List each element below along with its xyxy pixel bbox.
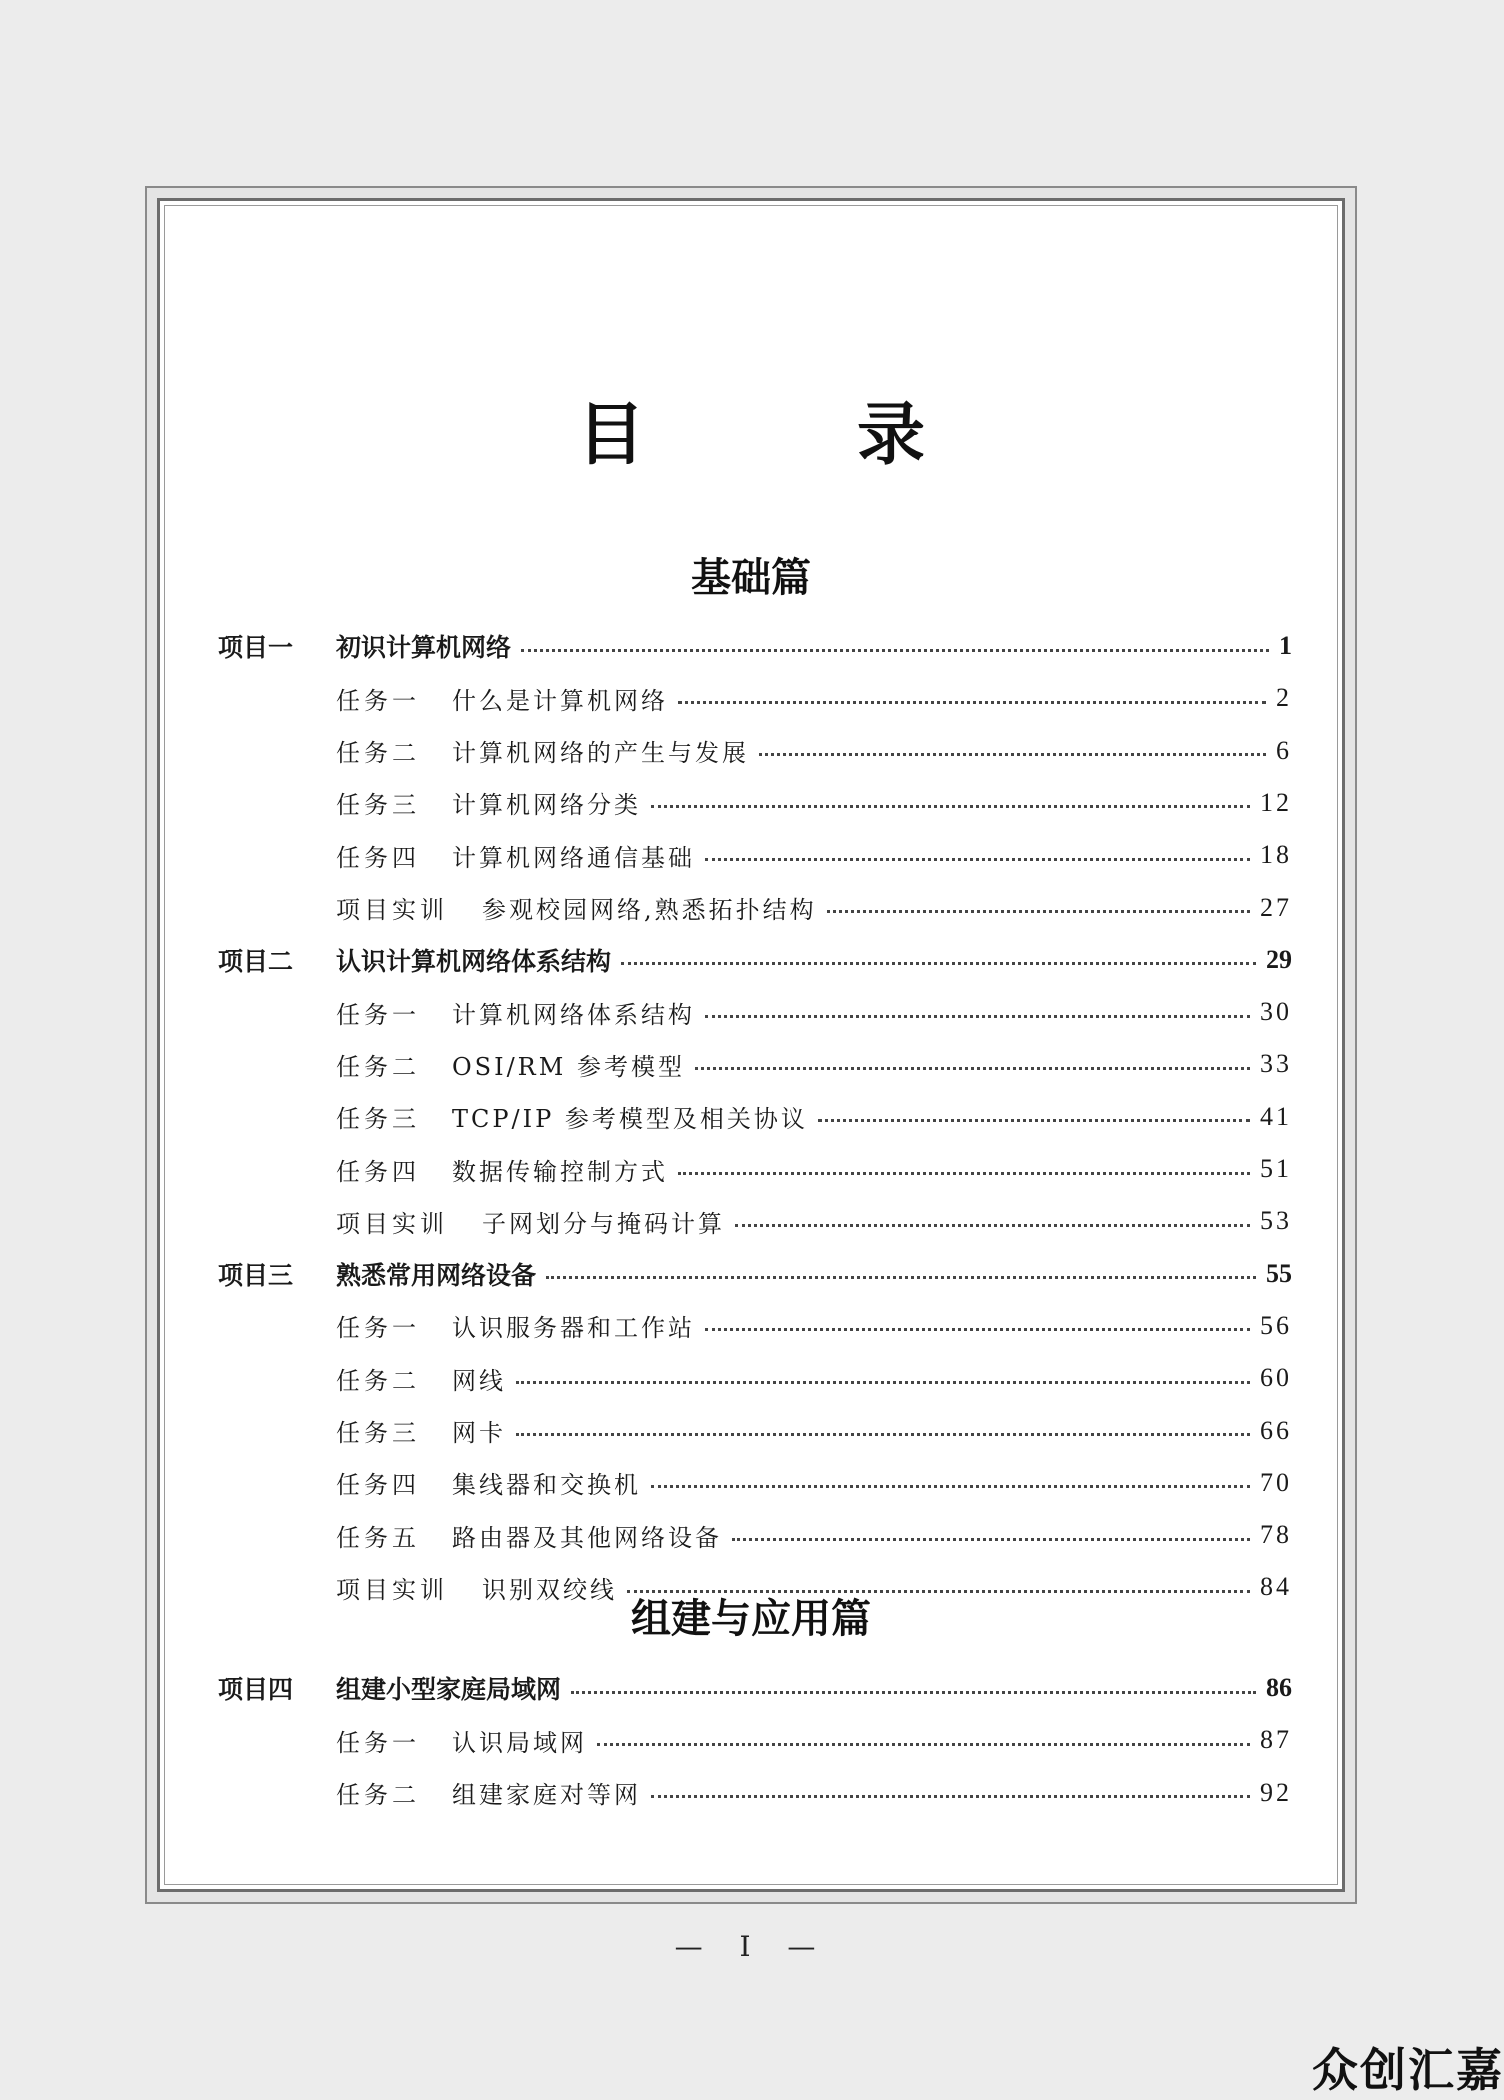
entry-title: 集线器和交换机 (452, 1471, 641, 1500)
entry-label: 项目三 (218, 1260, 294, 1290)
toc-task-entry[interactable] (336, 678, 1292, 718)
dot-leader (678, 1172, 1250, 1175)
toc-content (160, 201, 1342, 1889)
entry-title: 网线 (452, 1366, 506, 1395)
entry-page-number: 70 (1260, 1467, 1292, 1497)
entry-page-number: 30 (1260, 997, 1292, 1027)
dot-leader (818, 1119, 1250, 1122)
toc-practice-entry[interactable] (336, 888, 1292, 928)
entry-page-number: 53 (1260, 1206, 1292, 1236)
dot-leader (705, 858, 1250, 861)
dot-leader (735, 1224, 1250, 1227)
toc-task-entry[interactable] (336, 1463, 1292, 1503)
entry-label: 项目实训 (336, 1209, 448, 1238)
entry-label: 任务二 (336, 1366, 420, 1395)
dot-leader (705, 1328, 1250, 1331)
toc-task-entry[interactable] (336, 1411, 1292, 1451)
dot-leader (705, 1015, 1250, 1018)
entry-title: TCP/IP 参考模型及相关协议 (452, 1105, 808, 1134)
entry-title: 组建家庭对等网 (452, 1781, 641, 1810)
toc-task-entry[interactable] (336, 835, 1292, 875)
section-heading: 组建与应用篇 (631, 1595, 871, 1642)
toc-task-entry[interactable] (336, 992, 1292, 1032)
entry-title: 初识计算机网络 (336, 633, 512, 662)
entry-title: 路由器及其他网络设备 (452, 1523, 722, 1552)
entry-title: 数据传输控制方式 (452, 1157, 668, 1186)
dot-leader (651, 1485, 1250, 1488)
page-frame-outer (145, 186, 1357, 1904)
entry-title: 参观校园网络,熟悉拓扑结构 (482, 896, 817, 924)
toc-task-entry[interactable] (336, 1306, 1292, 1346)
entry-title: 认识计算机网络体系结构 (336, 946, 612, 976)
entry-title: OSI/RM 参考模型 (452, 1052, 685, 1081)
dot-leader (732, 1538, 1250, 1541)
entry-label: 项目实训 (336, 1575, 448, 1604)
dot-leader (521, 649, 1269, 652)
toc-project-entry[interactable] (218, 940, 1292, 980)
toc-task-entry[interactable] (336, 1149, 1292, 1189)
entry-label: 项目一 (218, 633, 294, 662)
entry-page-number: 41 (1260, 1101, 1292, 1131)
dot-leader (621, 962, 1256, 965)
entry-label: 任务三 (336, 1105, 420, 1134)
toc-task-entry[interactable] (336, 783, 1292, 823)
entry-title: 子网划分与掩码计算 (482, 1209, 725, 1238)
entry-label: 项目四 (218, 1675, 294, 1704)
entry-page-number: 66 (1260, 1415, 1292, 1445)
entry-label: 任务二 (336, 1781, 420, 1810)
entry-label: 任务二 (336, 739, 420, 768)
dot-leader (695, 1067, 1250, 1070)
entry-label: 项目二 (218, 946, 294, 976)
dot-leader (827, 910, 1250, 913)
toc-task-entry[interactable] (336, 1097, 1292, 1137)
toc-task-entry[interactable] (336, 1515, 1292, 1555)
toc-task-entry[interactable] (336, 731, 1292, 771)
dot-leader (516, 1433, 1250, 1436)
entry-page-number: 6 (1276, 735, 1292, 765)
entry-page-number: 60 (1260, 1363, 1292, 1393)
entry-title: 网卡 (452, 1419, 506, 1447)
entry-page-number: 84 (1260, 1572, 1292, 1602)
entry-page-number: 2 (1276, 683, 1292, 713)
entry-title: 认识服务器和工作站 (452, 1314, 695, 1343)
entry-title: 熟悉常用网络设备 (336, 1260, 537, 1290)
toc-project-entry[interactable] (218, 626, 1292, 666)
entry-label: 任务四 (336, 1157, 420, 1186)
entry-title: 计算机网络的产生与发展 (452, 739, 749, 768)
toc-practice-entry[interactable] (336, 1201, 1292, 1241)
entry-label: 任务四 (336, 843, 420, 872)
entry-title: 什么是计算机网络 (452, 686, 668, 715)
toc-project-entry[interactable] (218, 1668, 1292, 1708)
entry-title: 计算机网络通信基础 (452, 843, 695, 872)
toc-task-entry[interactable] (336, 1358, 1292, 1398)
dot-leader (759, 753, 1266, 756)
dot-leader (516, 1381, 1250, 1384)
entry-page-number: 33 (1260, 1049, 1292, 1079)
dot-leader (597, 1743, 1250, 1746)
entry-label: 任务五 (336, 1523, 420, 1552)
entry-page-number: 56 (1260, 1310, 1292, 1340)
entry-label: 项目实训 (336, 896, 448, 924)
page-number: — I — (674, 1930, 830, 1963)
entry-title: 计算机网络体系结构 (452, 1000, 695, 1029)
toc-title: 目 录 (576, 396, 997, 475)
page-frame-inner (157, 198, 1345, 1892)
toc-project-entry[interactable] (218, 1254, 1292, 1294)
toc-task-entry[interactable] (336, 1773, 1292, 1813)
entry-page-number: 29 (1266, 944, 1292, 974)
entry-page-number: 55 (1266, 1258, 1292, 1288)
entry-label: 任务三 (336, 791, 420, 820)
entry-title: 组建小型家庭局域网 (336, 1675, 562, 1704)
entry-page-number: 18 (1260, 840, 1292, 870)
entry-label: 任务三 (336, 1419, 420, 1447)
entry-page-number: 12 (1260, 787, 1292, 817)
entry-label: 任务一 (336, 1728, 420, 1757)
entry-page-number: 1 (1279, 631, 1292, 660)
entry-title: 认识局域网 (452, 1728, 587, 1757)
entry-page-number: 51 (1260, 1154, 1292, 1183)
dot-leader (651, 805, 1250, 808)
dot-leader (651, 1795, 1250, 1798)
dot-leader (546, 1276, 1256, 1279)
toc-task-entry[interactable] (336, 1044, 1292, 1084)
toc-task-entry[interactable] (336, 1720, 1292, 1760)
entry-title: 识别双绞线 (482, 1575, 617, 1604)
dot-leader (678, 701, 1266, 704)
entry-title: 计算机网络分类 (452, 791, 641, 820)
entry-label: 任务四 (336, 1471, 420, 1500)
entry-page-number: 78 (1260, 1520, 1292, 1550)
entry-page-number: 92 (1260, 1777, 1292, 1807)
watermark-logo: 众创汇嘉 (1312, 2043, 1504, 2097)
entry-label: 任务一 (336, 1314, 420, 1343)
section-heading: 基础篇 (691, 554, 811, 601)
entry-page-number: 27 (1260, 892, 1292, 922)
entry-label: 任务二 (336, 1052, 420, 1081)
dot-leader (571, 1691, 1256, 1694)
entry-label: 任务一 (336, 1000, 420, 1029)
entry-page-number: 87 (1260, 1725, 1292, 1755)
entry-label: 任务一 (336, 686, 420, 715)
entry-page-number: 86 (1266, 1673, 1292, 1702)
